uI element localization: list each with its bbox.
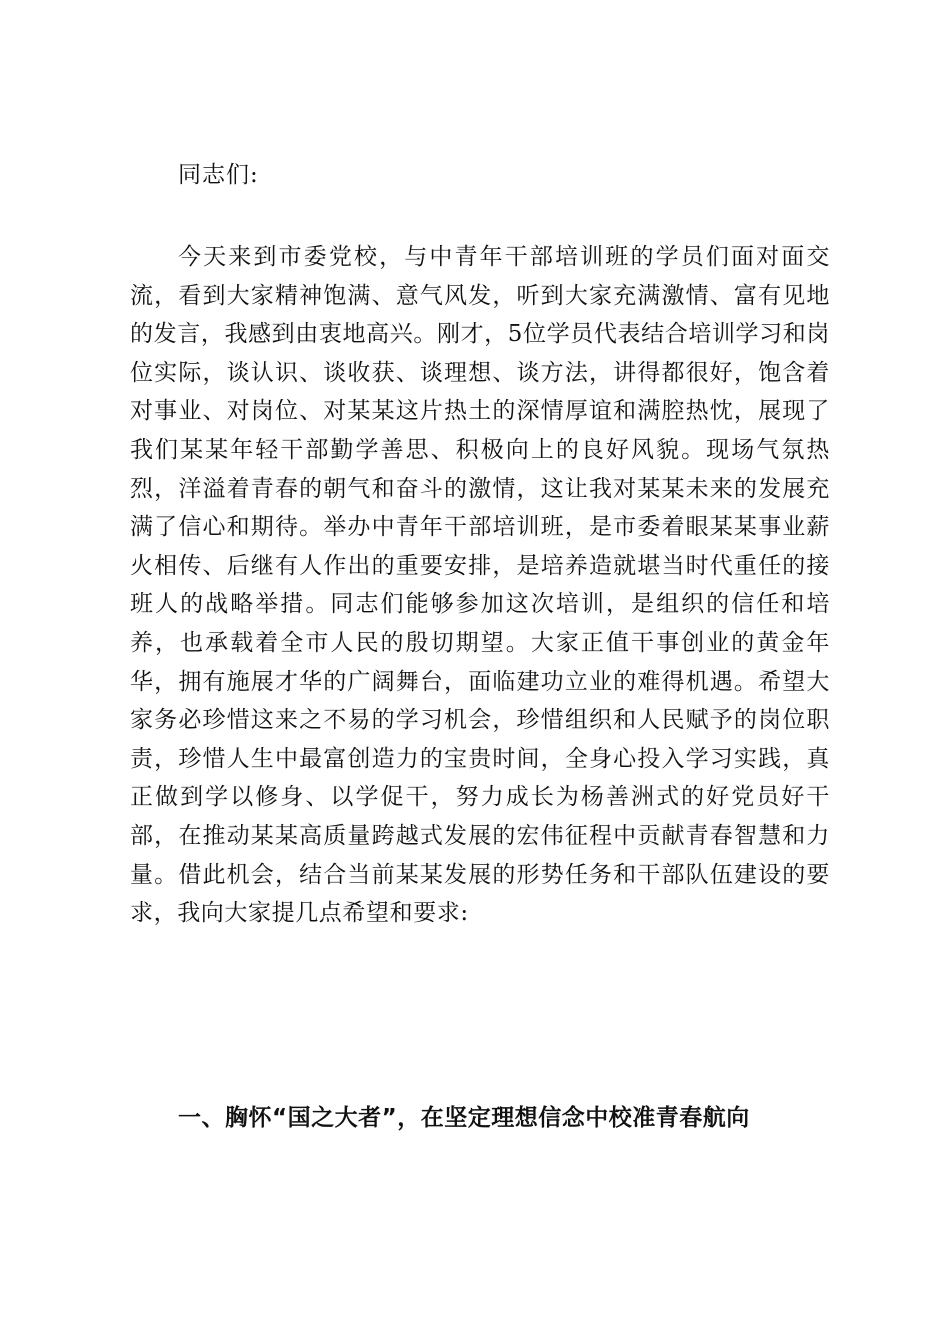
salutation: 同志们: bbox=[178, 162, 259, 188]
body-paragraph: 今天来到市委党校，与中青年干部培训班的学员们面对面交流，看到大家精神饱满、意气风发，听到大家充满激情、富有见地的发言，我感到由衷地高兴。刚才，5位学员代表结合培训学习和岗位实际，谈认识、谈收获、谈理想、谈方法，讲得都很好，饱含着对事业、对岗位、对某某这片热土的深情厚谊和满腔热忱，展现了我们某某年轻干部勤学善思、积极向上的良好风貌。现场气氛热烈，洋溢着青春的朝气和奋斗的激情，这让我对某某未来的发展充满了信心和期待。举办中青年干部培训班，是市委着眼某某事业薪火相传、后继有人作出的重要安排，是培养造就堪当时代重任的接班人的战略举措。同志们能够参加这次培训，是组织的信任和培养，也承载着全市人民的殷切期望。大家正值干事创业的黄金年华，拥有施展才华的广阔舞台，面临建功立业的难得机遇。希望大家务必珍惜这来之不易的学习机会，珍惜组织和人民赋予的岗位职责，珍惜人生中最富创造力的宝贵时间，全身心投入学习实践，真正做到学以修身、以学促干，努力成长为杨善洲式的好党员好干部，在推动某某高质量跨越式发展的宏伟征程中贡献青春智慧和力量。借此机会，结合当前某某发展的形势任务和干部队伍建设的要求，我向大家提几点希望和要求: bbox=[130, 244, 830, 927]
section-heading: 一、胸怀“国之大者”，在坚定理想信念中校准青春航向 bbox=[178, 1105, 750, 1131]
